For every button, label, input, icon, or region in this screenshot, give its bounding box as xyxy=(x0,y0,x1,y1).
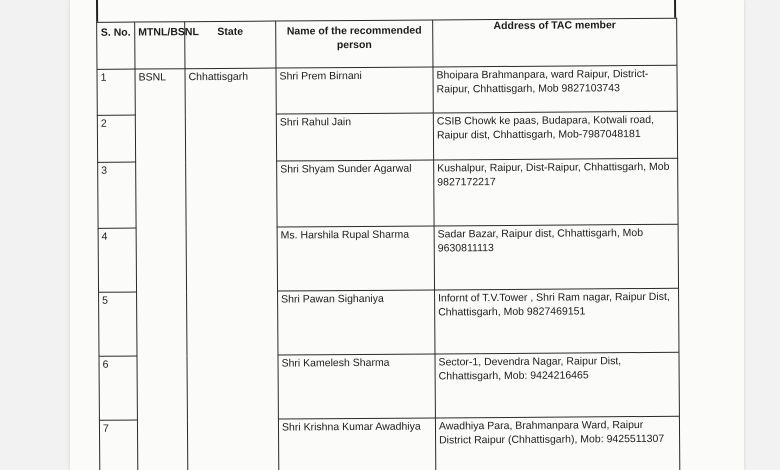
document-page xyxy=(70,0,744,470)
cell-name: Shri Pawan Sighaniya xyxy=(278,290,435,355)
cell-address: Infornt of T.V.Tower , Shri Ram nagar, Raipur Dist, Chhattisgarh, Mob 9827469151 xyxy=(435,288,679,354)
tac-members-table xyxy=(96,18,680,470)
cell-name: Shri Prem Birnani xyxy=(276,67,433,114)
cell-name: Shri Shyam Sunder Agarwal xyxy=(277,160,434,227)
table-top-border-right xyxy=(674,0,676,18)
cell-name: Shri Krishna Kumar Awadhiya xyxy=(278,418,435,470)
header-sno: S. No. xyxy=(97,22,135,69)
scanned-sheet xyxy=(70,0,744,470)
cell-sno: 3 xyxy=(98,162,136,228)
header-state: State xyxy=(185,21,276,69)
header-operator: MTNL/BSNL xyxy=(135,22,185,69)
cell-name: Shri Rahul Jain xyxy=(276,113,433,161)
header-name: Name of the recommended person xyxy=(276,20,433,68)
cell-address: Kushalpur, Raipur, Dist-Raipur, Chhattisgarh, Mob 9827172217 xyxy=(434,158,678,226)
header-address: Address of TAC member xyxy=(433,18,677,67)
cell-address: CSIB Chowk ke paas, Budapara, Kotwali road, Raipur dist, Chhattisgarh, Mob-7987048181 xyxy=(433,111,677,160)
table-header-row xyxy=(97,18,677,69)
cell-address: Sadar Bazar, Raipur dist, Chhattisgarh, Mob 9630811113 xyxy=(434,224,678,290)
right-margin xyxy=(744,0,780,470)
cell-sno: 2 xyxy=(97,115,135,162)
cell-operator: BSNL xyxy=(135,69,188,470)
cell-sno: 5 xyxy=(99,292,137,356)
cell-address: Sector-1, Devendra Nagar, Raipur Dist, Chhattisgarh, Mob: 9424216465 xyxy=(435,352,679,418)
cell-state: Chhattisgarh xyxy=(185,68,279,470)
cell-sno: 4 xyxy=(98,228,136,292)
left-margin xyxy=(0,0,70,470)
cell-sno: 1 xyxy=(97,69,135,115)
table-row xyxy=(97,65,677,115)
cell-sno: 7 xyxy=(99,420,137,470)
cell-sno: 6 xyxy=(99,356,137,420)
cell-name: Ms. Harshila Rupal Sharma xyxy=(277,226,434,291)
cell-address: Awadhiya Para, Brahmanpara Ward, Raipur District Raipur (Chhattisgarh), Mob: 9425511307 xyxy=(435,416,679,470)
cell-name: Shri Kamelesh Sharma xyxy=(278,354,435,419)
table-top-border-left xyxy=(96,0,98,22)
cell-address: Bhoipara Brahmanpara, ward Raipur, District-Raipur, Chhattisgarh, Mob 9827103743 xyxy=(433,65,677,113)
